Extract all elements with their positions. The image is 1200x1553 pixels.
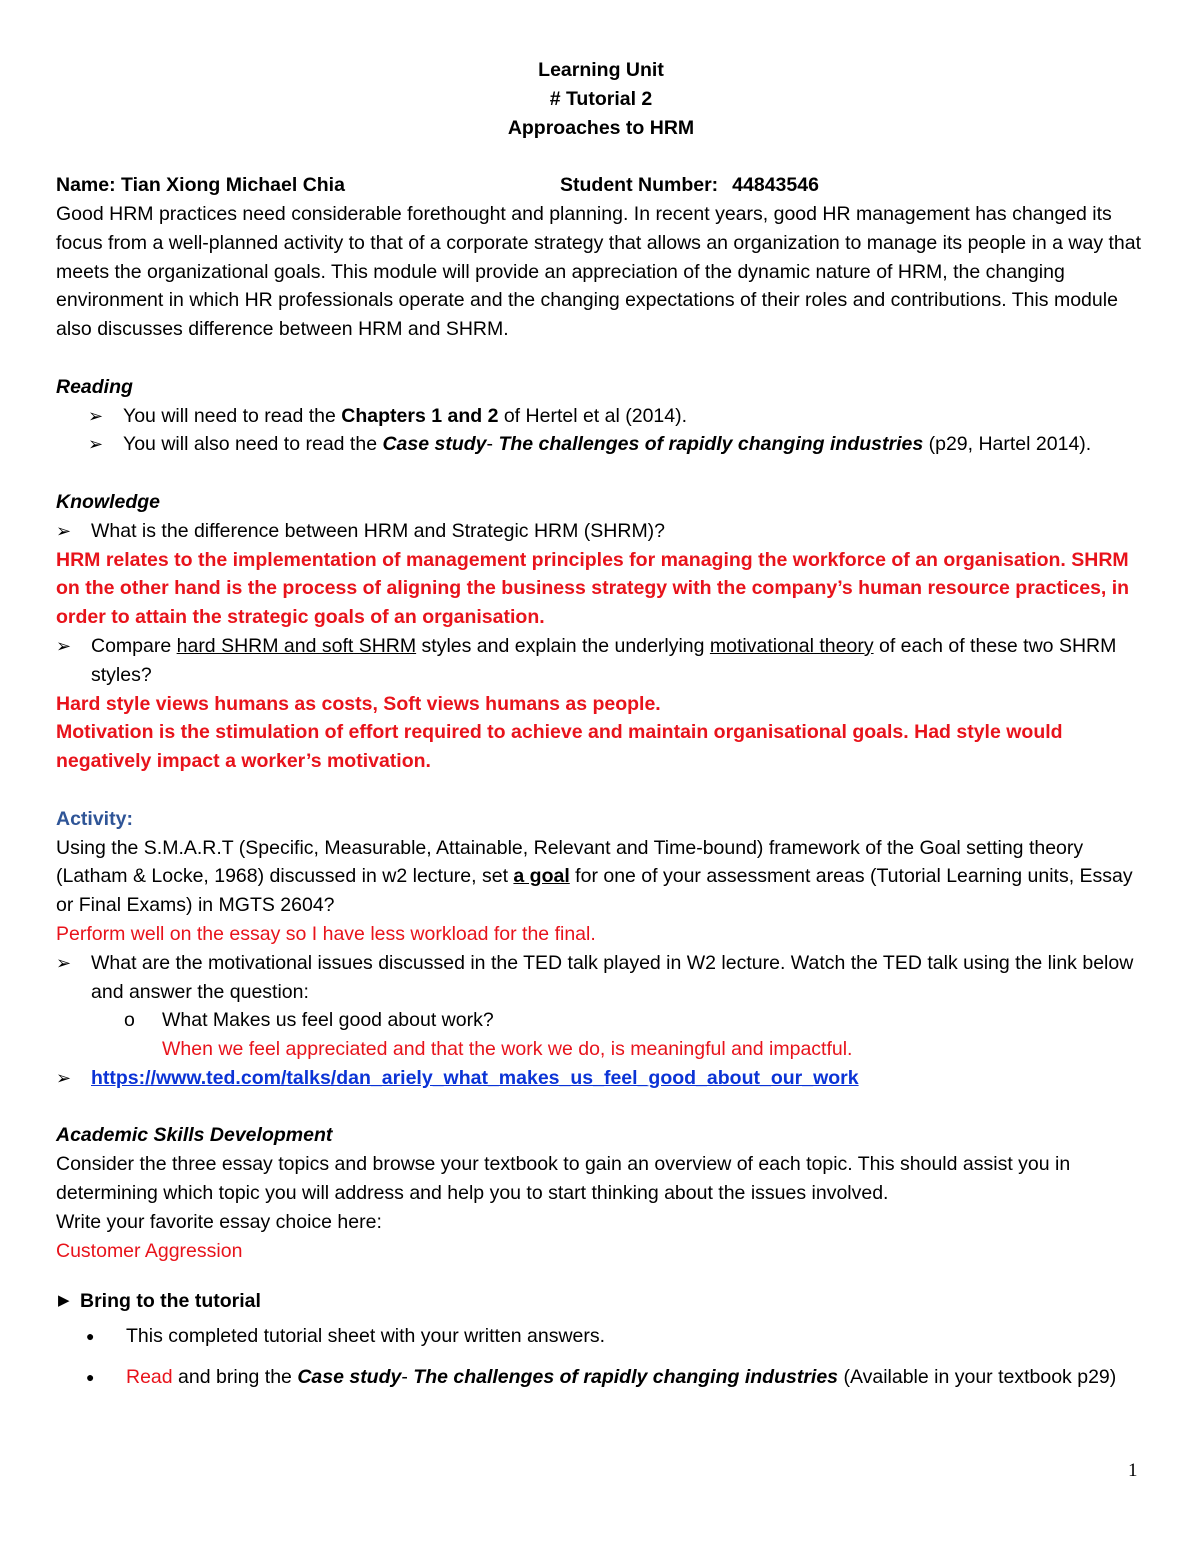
bring-item-text: This completed tutorial sheet with your written answers. — [126, 1325, 606, 1348]
academic-heading: Academic Skills Development — [56, 1124, 333, 1147]
tutorial-number: # Tutorial 2 — [549, 87, 653, 110]
essay-choice-prompt: Write your favorite essay choice here: — [56, 1210, 382, 1233]
academic-text: Consider the three essay topics and browse your textbook to gain an overview of each topic. This should assist you in determining which topic you will address and help you to start thinking about the issues involved. — [56, 1153, 1071, 1205]
ted-link-item — [56, 1064, 1146, 1093]
knowledge-answer: HRM relates to the implementation of management principles for managing the workforce of an organisation. SHRM on the other hand is the process of aligning the business strategy with the company’s human resource practices, in order to attain the strategic goals of an organisation. — [56, 548, 1130, 629]
tutorial-topic: Approaches to HRM — [507, 116, 695, 139]
reading-heading: Reading — [56, 375, 133, 398]
activity-answer: Perform well on the essay so I have less workload for the final. — [56, 922, 596, 945]
bring-item-text: Read and bring the Case study- The challenges of rapidly changing industries (Available in your textbook p29) — [126, 1366, 1117, 1389]
unit-title: Learning Unit — [538, 59, 664, 81]
bring-heading — [56, 1287, 1146, 1316]
activity-question-text: What are the motivational issues discussed in the TED talk played in W2 lecture. Watch the TED talk using the link below and answer the question: — [91, 951, 1134, 1003]
student-number: 44843546 — [732, 174, 819, 197]
bring-heading-text: Bring to the tutorial — [80, 1290, 261, 1313]
activity-subquestion-text: What Makes us feel good about work? — [162, 1009, 494, 1032]
activity-subanswer: When we feel appreciated and that the work we do, is meaningful and impactful. — [162, 1038, 853, 1061]
bring-item — [56, 1363, 1146, 1392]
reading-item-text: You will also need to read the Case study- The challenges of rapidly changing industries (p29, Hartel 2014). — [123, 433, 1092, 456]
activity-text: Using the S.M.A.R.T (Specific, Measurable, Attainable, Relevant and Time-bound) framework of the Goal setting theory (Latham & Locke, 1968) discussed in w2 lecture, set a goal for one of your assessment areas (Tutorial Learning units, Essay or Final Exams) in MGTS 2604? — [56, 836, 1133, 917]
circle-bullet-icon: o — [124, 1009, 135, 1032]
arrow-bullet-icon: ➢ — [56, 1067, 72, 1088]
arrow-bullet-icon: ➢ — [56, 520, 72, 541]
knowledge-heading: Knowledge — [56, 490, 161, 513]
ted-talk-link[interactable]: https://www.ted.com/talks/dan_ariely_what_makes_us_feel_good_about_our_work — [91, 1066, 859, 1089]
student-name: Name: Tian Xiong Michael Chia — [56, 174, 345, 197]
arrow-bullet-icon: ➢ — [56, 635, 72, 656]
arrow-bullet-icon: ➢ — [56, 952, 72, 973]
knowledge-question-text: What is the difference between HRM and Strategic HRM (SHRM)? — [91, 519, 666, 542]
activity-question — [56, 949, 1146, 1007]
page-number: 1 — [1128, 1460, 1138, 1481]
student-info-row — [56, 171, 1146, 200]
knowledge-question — [56, 632, 1146, 690]
arrow-bullet-icon: ➢ — [88, 405, 104, 426]
document-page — [56, 56, 1146, 1392]
intro-paragraph: Good HRM practices need considerable forethought and planning. In recent years, good HR management has changed its focus from a well-planned activity to that of a corporate strategy that allows an organization to manage its people in a way that meets the organizational goals. This module will provide an appreciation of the dynamic nature of HRM, the changing environment in which HR professionals operate and the changing expectations of their roles and contributions. This module also discusses difference between HRM and SHRM. — [56, 202, 1142, 341]
play-triangle-icon: ▶ — [58, 1292, 70, 1310]
dot-bullet-icon: ● — [86, 1369, 95, 1386]
activity-subquestion — [56, 1006, 1146, 1035]
reading-item-text: You will need to read the Chapters 1 and 2 of Hertel et al (2014). — [123, 404, 688, 427]
knowledge-question-text: Compare hard SHRM and soft SHRM styles and explain the underlying motivational theory of each of these two SHRM styles? — [91, 634, 1117, 686]
bring-item — [56, 1322, 1146, 1351]
reading-item — [56, 430, 1146, 459]
arrow-bullet-icon: ➢ — [88, 434, 104, 455]
knowledge-question — [56, 517, 1146, 546]
dot-bullet-icon: ● — [86, 1328, 95, 1345]
reading-item — [56, 402, 1146, 431]
knowledge-answer: Hard style views humans as costs, Soft views humans as people. — [56, 692, 661, 715]
student-number-label: Student Number: — [560, 174, 719, 197]
activity-heading: Activity: — [56, 807, 133, 830]
knowledge-answer: Motivation is the stimulation of effort required to achieve and maintain organisational goals. Had style would negatively impact a worker’s motivation. — [56, 721, 1063, 773]
essay-choice-answer: Customer Aggression — [56, 1239, 243, 1262]
